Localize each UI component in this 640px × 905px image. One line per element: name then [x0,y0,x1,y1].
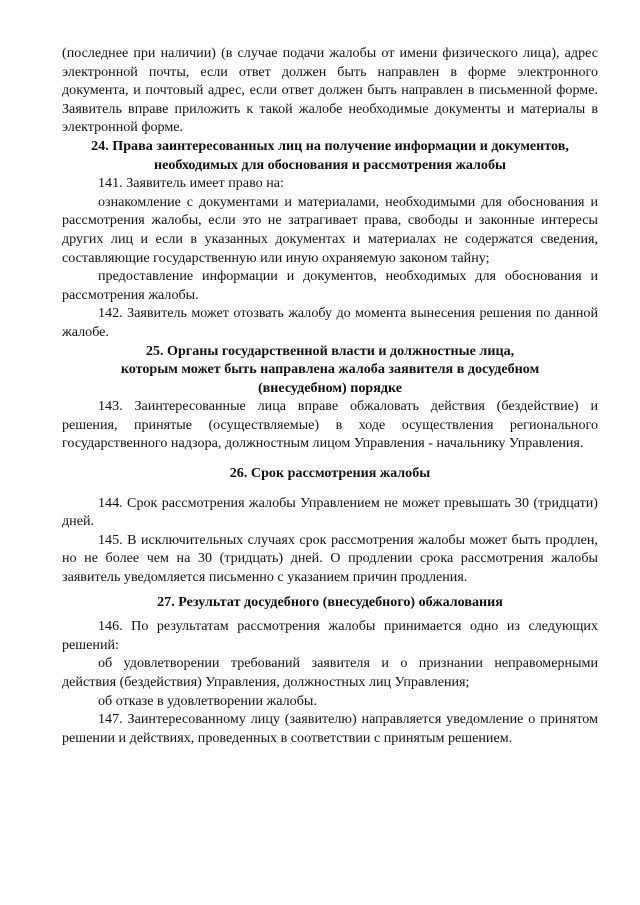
section-24-heading-line-1: 24. Права заинтересованных лиц на получение информации и документов, [91,137,569,154]
paragraph-141-item-b: предоставление информации и документов, необходимых для обоснования и рассмотрения жалобы. [62,268,598,303]
paragraph-143: 143. Заинтересованные лица вправе обжаловать действия (бездействие) и решения, принятые (осуществляемые) в ходе осуществления регионального государственного надзора, должностным лицом Управления - начальнику Управления. [62,398,598,452]
paragraph-145: 145. В исключительных случаях срок рассмотрения жалобы может быть продлен, но не более чем на 30 (тридцать) дней. О продлении срока рассмотрения жалобы заявитель уведомляется письменно с указанием причин продления. [62,531,598,586]
section-25-heading [62,342,598,398]
paragraph-146: 146. По результатам рассмотрения жалобы принимается одно из следующих решений: [62,618,598,653]
section-26-heading: 26. Срок рассмотрения жалобы [229,465,431,482]
paragraph-142: 142. Заявитель может отозвать жалобу до момента вынесения решения по данной жалобе. [62,305,598,340]
section-24-heading [62,137,598,174]
paragraph-146-item-b: об отказе в удовлетворении жалобы. [98,692,317,709]
document-page [62,44,598,747]
section-27-heading: 27. Результат досудебного (внесудебного) обжалования [157,593,503,610]
section-25-heading-line-3: (внесудебном) порядке [257,379,402,396]
intro-paragraph: (последнее при наличии) (в случае подачи жалобы от имени физического лица), адрес электронной почты, если ответ должен быть направлен в форме электронного документа, и почтовый адрес, если ответ должен быть направлен в письменной форме. Заявитель вправе приложить к такой жалобе необходимые документы и материалы в электронной форме. [62,45,598,136]
paragraph-144: 144. Срок рассмотрения жалобы Управлением не может превышать 30 (тридцати) дней. [62,494,598,530]
section-24-heading-line-2: необходимых для обоснования и рассмотрения жалобы [153,156,507,173]
paragraph-146-item-a: об удовлетворении требований заявителя и о признании неправомерными действия (бездействия) Управления, должностных лиц Управления; [62,655,598,690]
section-25-heading-line-2: которым может быть направлена жалоба заявителя в досудебном [120,361,540,378]
paragraph-141: 141. Заявитель имеет право на: [98,175,284,192]
paragraph-147: 147. Заинтересованному лицу (заявителю) направляется уведомление о принятом решении и действиях, проведенных в соответствии с принятым решением. [62,711,598,746]
paragraph-141-item-a: ознакомление с документами и материалами, необходимыми для обоснования и рассмотрения жалобы, если это не затрагивает права, свободы и законные интересы других лиц и если в указанных документах и материалах не содержатся сведения, составляющие государственную или иную охраняемую законом тайну; [62,193,598,266]
section-25-heading-line-1: 25. Органы государственной власти и должностные лица, [145,342,515,359]
